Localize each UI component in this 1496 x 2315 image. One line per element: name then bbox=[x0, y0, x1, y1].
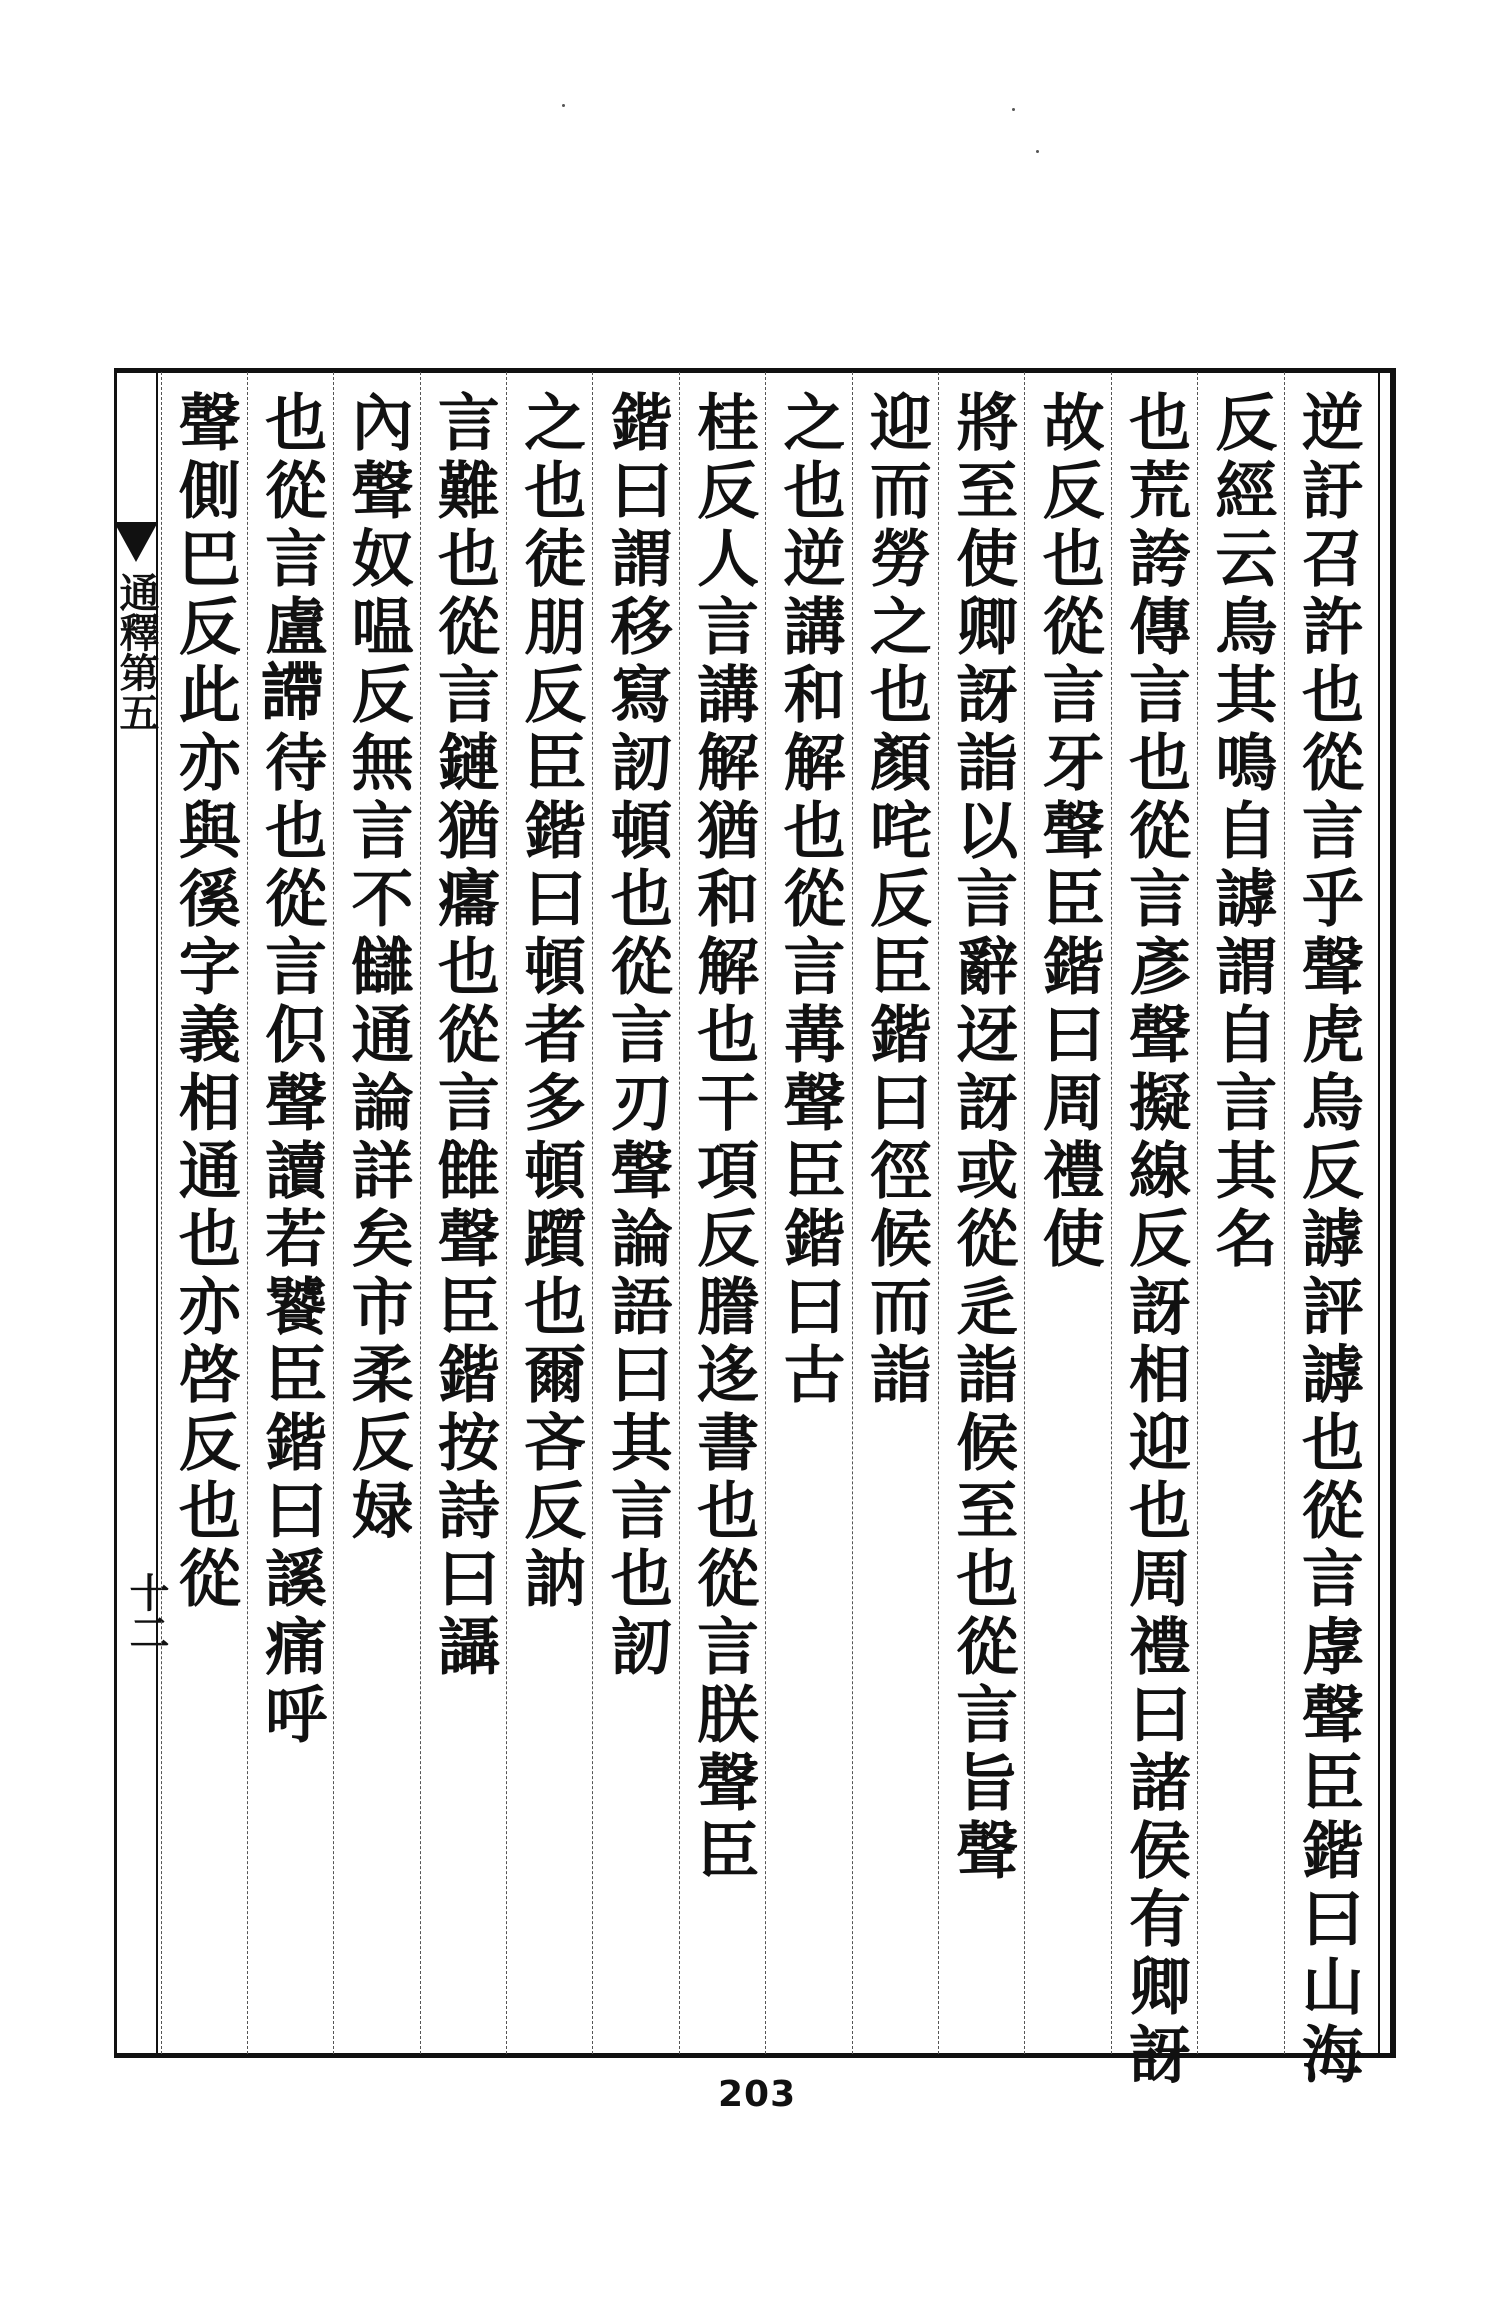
column-text: 桂反人言講解猶和解也干項反謄迻書也從言朕聲臣 bbox=[686, 390, 760, 1886]
column-text: 之也逆講和解也從言冓聲臣鍇曰古 bbox=[772, 390, 846, 1410]
text-column bbox=[1111, 372, 1197, 2090]
text-column bbox=[420, 372, 506, 2054]
fishtail-rule bbox=[114, 372, 158, 525]
text-column bbox=[1197, 372, 1283, 2054]
text-column bbox=[506, 372, 592, 2054]
text-columns bbox=[160, 372, 1370, 2090]
text-column bbox=[679, 372, 765, 2054]
column-text: 聲側巴反此亦與徯字義相通也亦啓反也從 bbox=[168, 390, 242, 1614]
text-column bbox=[765, 372, 851, 2054]
text-column bbox=[1284, 372, 1370, 2090]
scan-speck bbox=[1036, 150, 1039, 153]
column-text: 逆訏召許也從言乎聲虎烏反謼評謼也從言虖聲臣鍇曰山海 bbox=[1291, 390, 1365, 2090]
column-text: 之也徒朋反臣鍇曰頓者多頓躓也爾吝反訥 bbox=[513, 390, 587, 1614]
column-text: 也荒誇傳言也從言彥聲擬線反訝相迎也周禮曰諸侯有卿訝 bbox=[1118, 390, 1192, 2090]
page-margin-strip bbox=[113, 372, 170, 2054]
text-column bbox=[852, 372, 938, 2054]
frame-inner-rule bbox=[1378, 373, 1380, 2053]
text-column bbox=[333, 372, 419, 2054]
fishtail-mark bbox=[114, 522, 158, 562]
text-column bbox=[1024, 372, 1110, 2054]
page-number: 203 bbox=[718, 2074, 797, 2115]
scan-speck bbox=[562, 104, 565, 107]
column-text: 迎而勞之也顏咤反臣鍇曰徑候而詣 bbox=[859, 390, 933, 1410]
margin-title: 通釋第五 bbox=[113, 572, 160, 732]
scan-speck bbox=[1012, 108, 1015, 111]
column-text: 反經云鳥其鳴自謼謂自言其名 bbox=[1204, 390, 1278, 1274]
column-text: 鍇曰謂移寫訒頓也從言刃聲論語曰其言也訒 bbox=[600, 390, 674, 1682]
column-text: 言難也從言鏈猶癟也從言雔聲臣鍇按詩曰讘 bbox=[427, 390, 501, 1682]
text-column bbox=[592, 372, 678, 2054]
column-text: 將至使卿訝詣以言辭迓訝或從辵詣候至也從言旨聲 bbox=[945, 390, 1019, 1886]
text-column bbox=[161, 372, 247, 2054]
column-text: 也從言盧𧫚待也從言伿聲讀若饕臣鍇曰謑痛呼 bbox=[254, 390, 328, 1750]
column-text: 故反也從言牙聲臣鍇曰周禮使 bbox=[1032, 390, 1106, 1274]
margin-leaf-number: 十二 bbox=[123, 1572, 170, 1652]
text-column bbox=[938, 372, 1024, 2054]
text-column bbox=[247, 372, 333, 2054]
column-text: 內聲奴嗢反無言不讎通論詳矣市柔反娽 bbox=[341, 390, 415, 1546]
